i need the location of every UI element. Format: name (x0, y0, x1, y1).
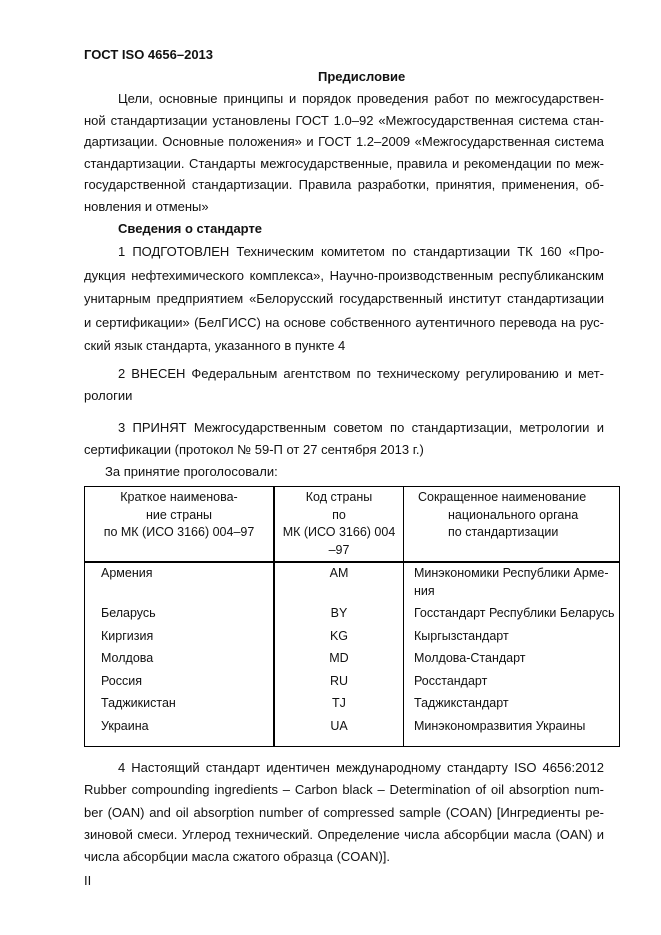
cell-standards-body-text: ния (414, 583, 435, 598)
table-header-row (85, 487, 620, 563)
cell-code (274, 718, 404, 747)
header-line: национального органа (448, 507, 579, 522)
table-row (85, 628, 620, 651)
cell-code (274, 562, 404, 605)
cell-standards-body-text: Минэкономразвития Украины (414, 718, 586, 733)
text-line: и сертификации» (БелГИСС) на основе собственного аутентичного перевода на рус- (84, 314, 604, 330)
table-row (85, 562, 620, 605)
text-line: 4 Настоящий стандарт идентичен международному стандарту ISO 4656:2012 (118, 760, 604, 775)
paragraph-introduced (84, 363, 604, 407)
header-line: по МК (ИСО 3166) 004–97 (103, 525, 255, 539)
page-number: II (84, 873, 92, 888)
table-row (85, 650, 620, 673)
text-line: ский язык стандарта, указанного в пункте 4 (84, 338, 346, 353)
cell-code-text: UA (330, 718, 348, 733)
cell-code-text: AM (329, 566, 349, 580)
cell-standards-body (404, 628, 620, 651)
text-line: рологии (84, 388, 133, 403)
voted-label: За принятие проголосовали: (105, 464, 278, 479)
header-line: –97 (328, 542, 350, 557)
text-line: государственной стандартизации. Правила разработки, принятия, применения, об- (84, 177, 604, 192)
cell-standards-body-text: Молдова-Стандарт (414, 651, 526, 665)
text-line: новления и отмены» (84, 198, 209, 214)
paragraph-prepared (84, 240, 604, 358)
header-line: по стандартизации (448, 525, 559, 539)
paragraph-adopted (84, 417, 604, 461)
cell-country (85, 718, 275, 747)
paragraph-identical (84, 757, 604, 868)
cell-country (85, 650, 275, 673)
cell-standards-body-text: Минэкономики Республики Арме- (414, 566, 609, 580)
cell-country (85, 562, 275, 605)
cell-code (274, 628, 404, 651)
table-row (85, 718, 620, 747)
cell-code (274, 673, 404, 696)
text-line: Rubber compounding ingredients – Carbon black – Determination of oil absorption num- (84, 782, 604, 798)
page-title: Предисловие (318, 69, 406, 84)
paragraph-foreword (84, 88, 604, 217)
cell-standards-body (404, 718, 620, 747)
header-line: по (332, 507, 346, 522)
cell-standards-body (404, 562, 620, 605)
table-row (85, 605, 620, 628)
text-line: сертификации (протокол № 59-П от 27 сентября 2013 г.) (84, 442, 424, 457)
header-standards-body (404, 487, 620, 563)
text-line: ber (OAN) and oil absorption number of compressed sample (COAN) [Ингредиенты ре- (84, 804, 604, 820)
text-line: числа абсорбции масла сжатого образца (COAN)]. (84, 849, 391, 864)
text-line: дукция нефтехимического комплекса», Научно-производственным республиканским (84, 267, 604, 283)
cell-code (274, 650, 404, 673)
table-row (85, 673, 620, 696)
text-line: Цели, основные принципы и порядок проведения работ по межгосударствен- (118, 91, 604, 106)
cell-standards-body-text: Таджикстандарт (414, 696, 509, 710)
text-line: стандартизации. Стандарты межгосударственные, правила и рекомендации по меж- (84, 155, 604, 171)
header-line: Код страны (305, 490, 373, 504)
cell-code (274, 605, 404, 628)
cell-country (85, 695, 275, 718)
cell-country-text: Армения (101, 566, 153, 580)
cell-standards-body (404, 605, 620, 628)
cell-code-text: RU (329, 673, 349, 688)
header-line: Сокращенное наименование (418, 490, 587, 504)
cell-standards-body-text: Кыргызстандарт (414, 628, 509, 643)
section-title: Сведения о стандарте (118, 221, 263, 236)
cell-code-text: MD (329, 651, 349, 665)
cell-code-text: TJ (332, 696, 346, 710)
header-country-code (274, 487, 404, 563)
text-line: 2 ВНЕСЕН Федеральным агентством по техническому регулированию и мет- (118, 366, 604, 381)
text-line: зиновой смеси. Углерод технический. Определение числа абсорбции масла (OAN) и (84, 826, 604, 842)
cell-standards-body (404, 650, 620, 673)
cell-standards-body (404, 695, 620, 718)
cell-country-text: Беларусь (101, 606, 156, 620)
cell-standards-body (404, 673, 620, 696)
table-row (85, 695, 620, 718)
cell-country-text: Россия (101, 673, 142, 688)
cell-country-text: Киргизия (101, 628, 154, 643)
document-id: ГОСТ ISO 4656–2013 (84, 47, 214, 62)
cell-country (85, 605, 275, 628)
header-line: МК (ИСО 3166) 004 (282, 525, 396, 539)
cell-code (274, 695, 404, 718)
header-country-name (85, 487, 275, 563)
cell-country-text: Молдова (101, 651, 154, 665)
text-line: дартизации. Основные положения» и ГОСТ 1.2–2009 «Межгосударственная система (84, 134, 604, 149)
text-line: 1 ПОДГОТОВЛЕН Техническим комитетом по стандартизации ТК 160 «Про- (118, 244, 604, 259)
cell-country-text: Таджикистан (101, 696, 176, 710)
cell-country-text: Украина (101, 718, 149, 733)
cell-country (85, 673, 275, 696)
header-line: Краткое наименова- (120, 490, 238, 504)
cell-country (85, 628, 275, 651)
cell-code-text: KG (329, 628, 349, 643)
text-line: унитарным предприятием «Белорусский государственный институт стандартизации (84, 291, 604, 306)
text-line: 3 ПРИНЯТ Межгосударственным советом по стандартизации, метрологии и (118, 420, 604, 435)
voting-countries-table (84, 486, 620, 747)
cell-standards-body-text: Росстандарт (414, 673, 488, 688)
header-line: ние страны (145, 507, 213, 522)
cell-code-text: BY (330, 606, 348, 620)
cell-standards-body-text: Госстандарт Республики Беларусь (414, 606, 615, 620)
text-line: ной стандартизации установлены ГОСТ 1.0–92 «Межгосударственная система стан- (84, 112, 604, 128)
